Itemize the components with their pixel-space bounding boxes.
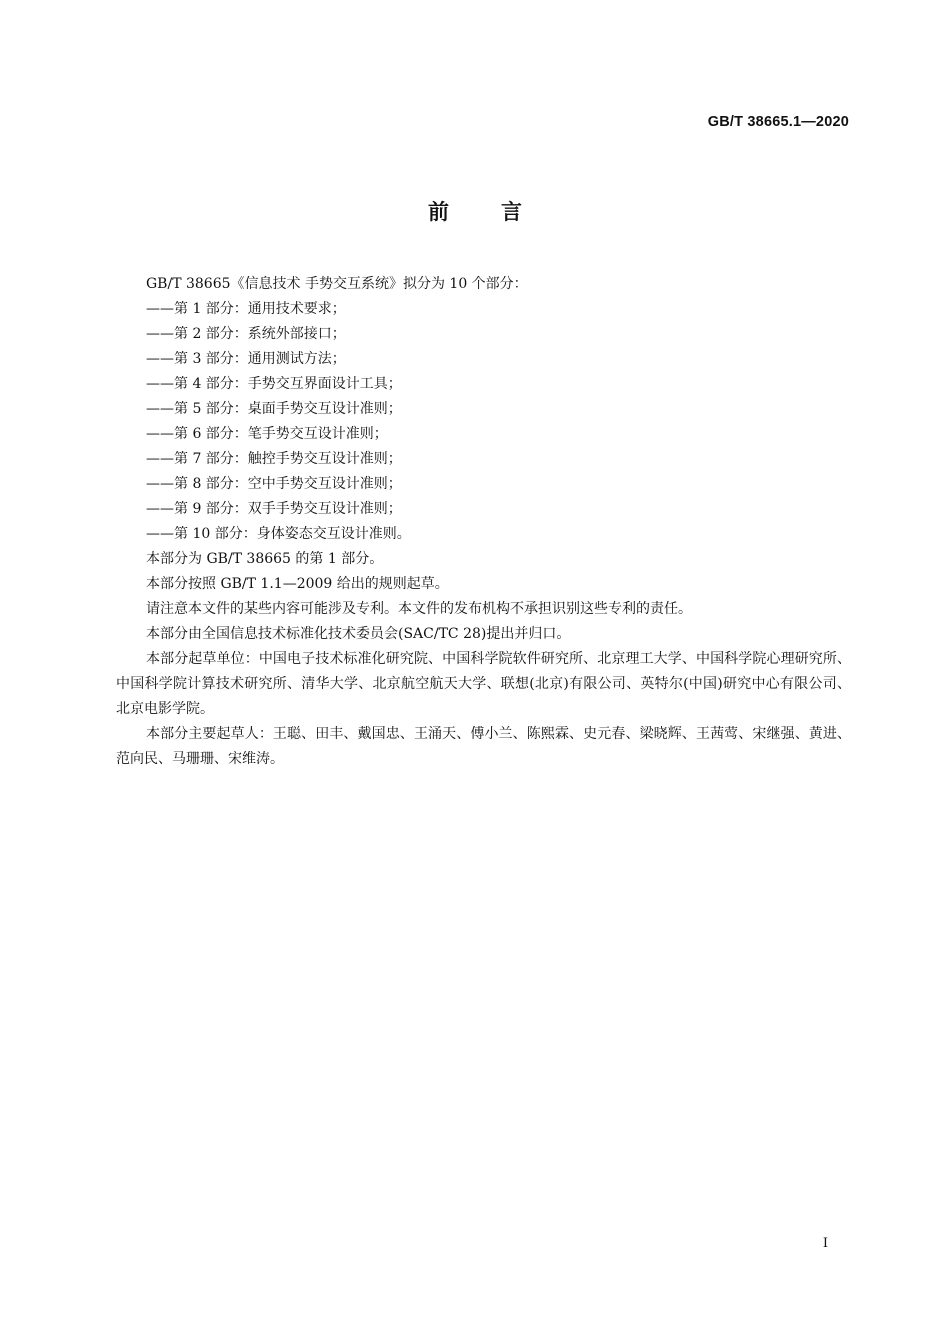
- intro-paragraph: GB/T 38665《信息技术 手势交互系统》拟分为 10 个部分：: [146, 276, 528, 292]
- part-list-item: ——第 8 部分：空中手势交互设计准则；: [146, 476, 402, 492]
- standard-number: GB/T 38665.1—2020: [707, 114, 849, 130]
- drafters-paragraph: 本部分主要起草人：王聪、田丰、戴国忠、王涌天、傅小兰、陈熙霖、史元春、梁晓辉、王茜莺、宋继强、黄进、范向民、马珊珊、宋维涛。: [116, 726, 851, 767]
- page-number: I: [822, 1236, 828, 1251]
- foreword-body: [116, 272, 851, 772]
- drafting-rules-paragraph: 本部分按照 GB/T 1.1—2009 给出的规则起草。: [146, 576, 449, 592]
- page-title: 前言: [428, 200, 574, 224]
- part-list-item: ——第 3 部分：通用测试方法；: [146, 351, 346, 367]
- part-list-item: ——第 9 部分：双手手势交互设计准则；: [146, 501, 402, 517]
- part-list-item: ——第 4 部分：手势交互界面设计工具；: [146, 376, 402, 392]
- part-list-item: ——第 1 部分：通用技术要求；: [146, 301, 346, 317]
- part-statement-paragraph: 本部分为 GB/T 38665 的第 1 部分。: [146, 551, 384, 567]
- part-list-item: ——第 7 部分：触控手势交互设计准则；: [146, 451, 402, 467]
- part-list-item: ——第 10 部分：身体姿态交互设计准则。: [146, 526, 411, 542]
- part-list-item: ——第 2 部分：系统外部接口；: [146, 326, 346, 342]
- part-list-item: ——第 5 部分：桌面手势交互设计准则；: [146, 401, 402, 417]
- committee-paragraph: 本部分由全国信息技术标准化技术委员会(SAC/TC 28)提出并归口。: [146, 626, 571, 642]
- patent-notice-paragraph: 请注意本文件的某些内容可能涉及专利。本文件的发布机构不承担识别这些专利的责任。: [146, 601, 692, 617]
- part-list-item: ——第 6 部分：笔手势交互设计准则；: [146, 426, 388, 442]
- drafting-units-paragraph: 本部分起草单位：中国电子技术标准化研究院、中国科学院软件研究所、北京理工大学、中国科学院心理研究所、中国科学院计算技术研究所、清华大学、北京航空航天大学、联想(北京)有限公司、英特尔(中国)研究中心有限公司、北京电影学院。: [116, 651, 851, 717]
